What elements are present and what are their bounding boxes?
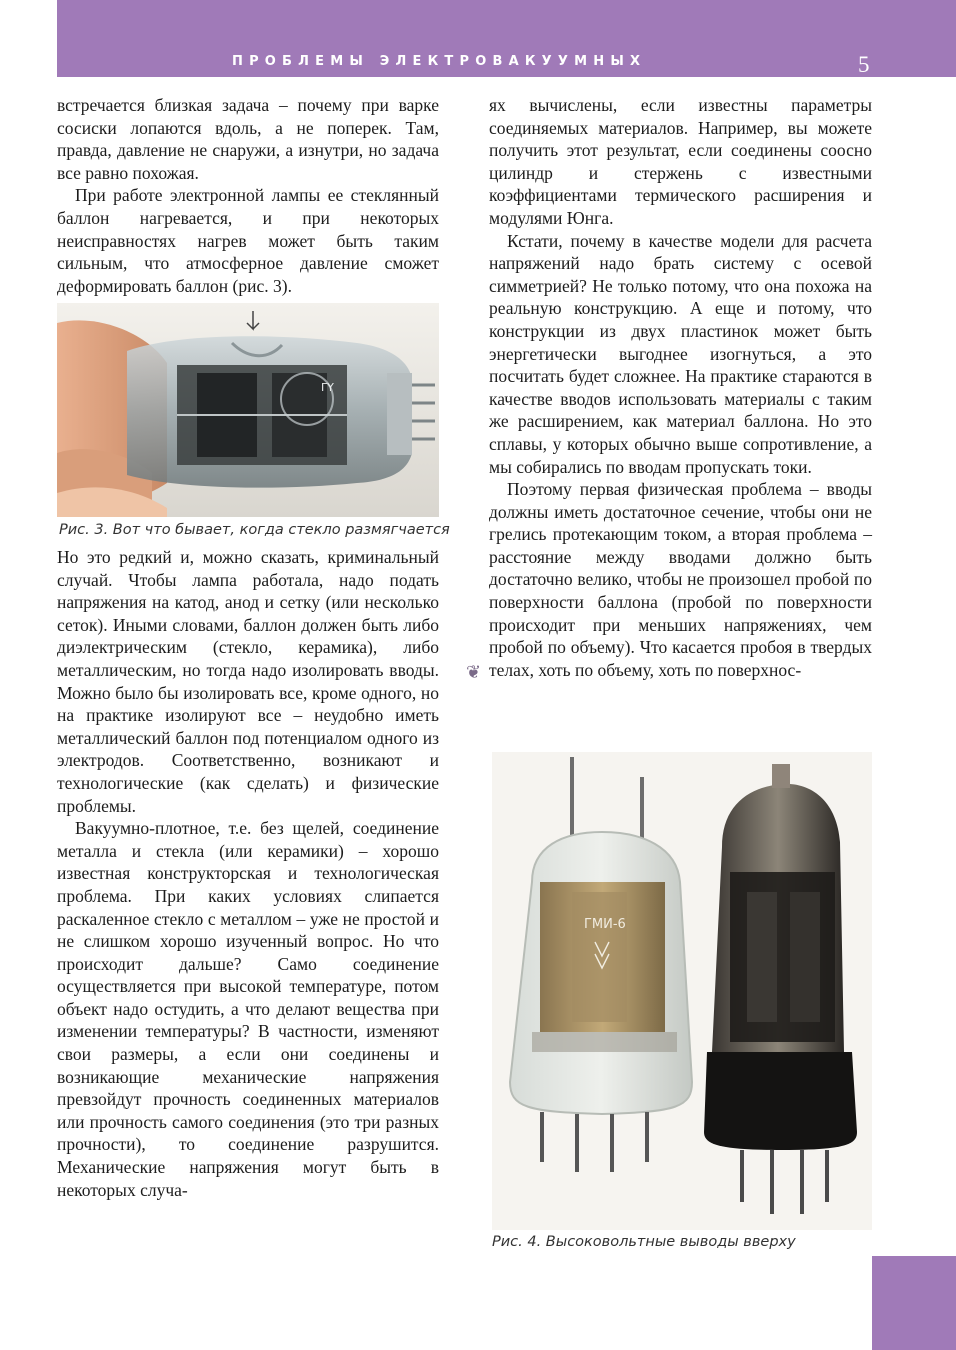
tube-marking: ΓΥ [321,381,334,394]
paragraph: Вакуумно-плотное, т.е. без щелей, соединение металла и стекла (или керамики) – хорошо известная конструкторская и технологическая проблема. При каких условиях слипается раскаленное стекло с металлом – уже не простой и не слишком хорошо изученный вопрос. Но что происходит дальше? Само соединение осуществляется при высокой температуре, потом объект надо остудить, а что делают вещества при изменении температуры? В частности, изменяют свои размеры, а если они соединены и возникающие механические напряжения превзойдут прочность соединенных материалов или прочность самого соединения (это три разных прочности), то соединение разрушится. Механические напряжения могут быть в некоторых случа- [57,818,439,1200]
paragraph: встречается близкая задача – почему при варке сосиски лопаются вдоль, а не поперек. Там, правда, давление не снаружи, а изнутри, но задача все равно похожая. [57,95,439,183]
paragraph: Поэтому первая физическая проблема – вводы должны иметь достаточное сечение, чтобы они не грелись протекающим током, а вторая проблема – расстояние между вводами должно быть достаточно велико, чтобы не произошел пробой по поверхности баллона (пробой по поверхности происходит при меньших напряжениях, чем пробой по объему). Что касается пробоя в твердых телах, хоть по объему, хоть по поверхнос- [489,479,872,680]
margin-ornament-icon: ❦ [466,662,482,683]
figure-3-caption: Рис. 3. Вот что бывает, когда стекло размягчается [59,522,450,538]
running-header-title: ПРОБЛЕМЫ ЭЛЕКТРОВАКУУМНЫХ [232,54,647,69]
deformed-tube-illustration [57,303,439,517]
tube-label: ГМИ-6 [584,917,626,932]
paragraph: При работе электронной лампы ее стеклянный баллон нагревается, и при некоторых неисправностях нагрев может быть таким сильным, что атмосферное давление сможет деформировать баллон (рис. 3). [57,185,439,296]
left-column-bottom [57,546,439,1201]
corner-tab [872,1256,956,1350]
high-voltage-tubes-illustration [492,752,872,1230]
figure-4-tubes-photo [492,752,872,1230]
paragraph: ях вычислены, если известны параметры соединяемых материалов. Например, вы можете получить этот результат, если соединены соосно цилиндр и стержень с известными коэффициентами термического расширения и модулями Юнга. [489,95,872,228]
page-number: 5 [858,52,870,77]
paragraph: Кстати, почему в качестве модели для расчета напряжений надо брать систему с осевой симметрией? Не только потому, что она похожа на реальную конструкцию. А еще и потому, что конструкции из двух пластинок может быть энергетически выгоднее изогнуться, а это посчитать будет сложнее. На практике стараются в качестве вводов использовать материалы с таким же расширением, как материал баллона. Но это сплавы, у которых обычно выше сопротивление, а мы собирались по вводам пропускать токи. [489,230,872,477]
paragraph: Но это редкий и, можно сказать, криминальный случай. Чтобы лампа работала, надо подать напряжения на катод, анод и сетку (или несколько сеток). Иными словами, баллон должен быть либо диэлектрическим (стекло, керамика), либо металлическим, но тогда надо изолировать вводы. Можно было бы изолировать все, кроме одного, но на практике изолируют все – неудобно иметь металлический баллон под потенциалом одного из электродов. Соответственно, возникают и технологические (как сделать) и физические проблемы. [57,547,439,816]
left-column-top [57,94,439,297]
figure-4-caption: Рис. 4. Высоковольтные выводы вверху [492,1234,796,1250]
right-column [489,94,872,681]
figure-3-vacuum-tube-photo [57,303,439,517]
